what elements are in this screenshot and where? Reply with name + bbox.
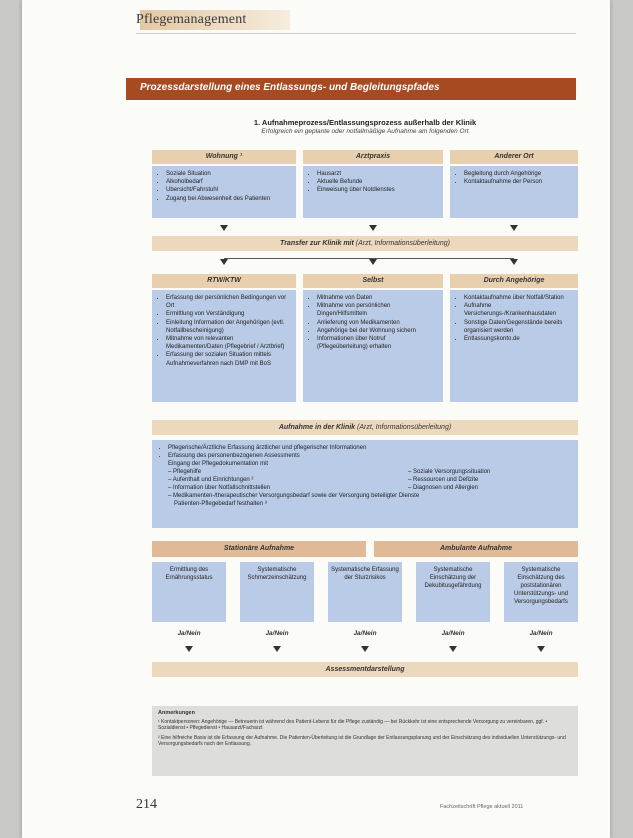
assessment-decubitus: Systematische Einschätzung der Dekubitusgefährdung — [416, 562, 490, 622]
flow-arrow — [220, 259, 228, 265]
list-item: – Information über Notfallschnittstellen — [168, 485, 271, 491]
list-item: • Aktuelle Befunde — [317, 178, 437, 186]
transport-head-self: Selbst — [303, 274, 443, 288]
article-title: Prozessdarstellung eines Entlassungs- und Begleitungspfades — [140, 82, 440, 93]
list-item: – Ressourcen und Defizite — [408, 477, 479, 483]
list-item: • Zugang bei Abwesenheit des Patienten — [166, 195, 290, 203]
origin-box-other — [450, 166, 578, 218]
list-item: • Einleitung Information der Angehörigen (evtl. Notfallbescheinigung) — [166, 319, 290, 335]
section-subtitle: Erfolgreich ein geplante oder notfallmäßige Aufnahme am folgenden Ort — [261, 128, 469, 135]
flow-arrow — [369, 259, 377, 265]
flow-arrow — [185, 646, 193, 652]
notes-box — [152, 706, 578, 776]
list-item: • Mitnahme von relevanten Medikamenten/Daten (Pflegebrief / Arztbrief) — [166, 335, 290, 351]
notes-title: Anmerkungen — [158, 710, 195, 716]
stationary-admission-head: Stationäre Aufnahme — [152, 541, 366, 557]
transfer-label: Transfer zur Klinik mit — [280, 240, 354, 247]
flow-arrow — [361, 646, 369, 652]
transport-box-ambulance — [152, 290, 296, 402]
list-item: • Erfassung der persönlichen Bedingungen vor Ort — [166, 294, 290, 310]
flow-arrow — [220, 225, 228, 231]
flow-arrow — [510, 225, 518, 231]
ambulant-admission-head: Ambulante Aufnahme — [374, 541, 578, 557]
flow-arrow — [369, 225, 377, 231]
transfer-bar — [152, 236, 578, 251]
list-item: • Kontaktaufnahme über Notfall/Station — [464, 294, 572, 302]
transport-box-self — [303, 290, 443, 402]
documentation-bar: Assessmentdarstellung — [152, 662, 578, 677]
origin-head-home: Wohnung ¹ — [152, 150, 296, 164]
list-item: • Pflegerische/Ärztliche Erfassung ärztlicher und pflegerischer Informationen — [168, 444, 570, 452]
header-divider — [136, 33, 576, 34]
note-line: ¹ Kontaktpersonen: Angehörige — Betreuerin ist während des Patient-Lebens für die Pflege zuständig — bei Rückkehr ist eine entsprechende Versorgung zu vereinbaren, ggf. • Sozialdienst • Pflegedienst • Hausarzt/Facharzt — [158, 718, 548, 731]
assessment-fall-risk: Systematische Erfassung der Sturzrisikos — [328, 562, 402, 622]
list-item: • Kontaktaufnahme der Person — [464, 178, 572, 186]
admission-label: Aufnahme in der Klinik — [278, 424, 356, 431]
flow-arrow — [510, 259, 518, 265]
page-number: 214 — [136, 797, 157, 812]
list-item: Patienten-Pflegebedarf festhalten ³ — [174, 501, 267, 507]
admission-sub: (Arzt, Informationsüberleitung) — [357, 424, 452, 431]
list-item: • Sonstige Daten/Gegenstände bereits organisiert werden — [464, 319, 572, 335]
list-item: • Soziale Situation — [166, 170, 290, 178]
assessment-poststationary: Systematische Einschätzung des poststationären Unterstützungs- und Versorgungsbedarfs — [504, 562, 578, 622]
list-item: • Ubersicht/Fahrstuhl — [166, 186, 290, 194]
list-item: – Aufenthalt und Einrichtungen ² — [168, 477, 254, 483]
admission-box — [152, 440, 578, 528]
list-item: • Erfassung des personenbezogenen Assessments — [168, 452, 570, 460]
list-item: Eingang der Pflegedokumentation mit — [168, 461, 269, 467]
yes-no-label: Ja/Nein — [265, 630, 289, 637]
admission-bar — [152, 420, 578, 435]
list-item: • Hausarzt — [317, 170, 437, 178]
list-item: • Entlassungskonto.de — [464, 335, 572, 343]
assessment-nutrition: Ermittlung des Ernährungsstatus — [152, 562, 226, 622]
transport-head-ambulance: RTW/KTW — [152, 274, 296, 288]
yes-no-label: Ja/Nein — [353, 630, 377, 637]
transport-box-relatives — [450, 290, 578, 402]
list-item: • Ermittlung von Verständigung — [166, 310, 290, 318]
page-header-title: Pflegemanagement — [136, 12, 247, 27]
list-item: • Begleitung durch Angehörige — [464, 170, 572, 178]
yes-no-label: Ja/Nein — [529, 630, 553, 637]
origin-box-home — [152, 166, 296, 218]
list-item: – Soziale Versorgungssituation — [408, 469, 491, 475]
yes-no-label: Ja/Nein — [177, 630, 201, 637]
list-item: • Angehörige bei der Wohnung sichern — [317, 327, 437, 335]
list-item: • Informationen über Notruf (Pflegeüberleitung) erhalten — [317, 335, 437, 351]
yes-no-label: Ja/Nein — [441, 630, 465, 637]
list-item: – Diagnosen und Allergien — [408, 485, 479, 491]
assessment-pain: Systematische Schmerzeinschätzung — [240, 562, 314, 622]
footer-source: Fachzeitschrift Pflege aktuell 2011 — [440, 804, 524, 810]
section-title: 1. Aufnahmeprozess/Entlassungsprozess außerhalb der Klinik — [253, 118, 477, 127]
origin-head-practice: Arztpraxis — [303, 150, 443, 164]
note-line: ² Eine hilfreiche Basis ist die Erfassung der Aufnahme. Die Patienten-Überleitung ist die Grundlage der Entlassungsplanung und der Einschätzung des individuellen Unterstützungs- und Versorgungsbedarfs nach der Entlassung. — [158, 734, 566, 747]
list-item: – Pflegehilfe — [168, 469, 202, 475]
list-item: • Aufnahme Versicherungs-/Krankenhausdaten — [464, 302, 572, 318]
list-item: • Erfassung der sozialen Situation mittels Aufnahmeverfahren nach DMP mit BoS — [166, 351, 290, 367]
transfer-sub: (Arzt, Informationsüberleitung) — [355, 240, 450, 247]
list-item: • Mitnahme von persönlichen Dingen/Hilfsmitteln — [317, 302, 437, 318]
flow-arrow — [449, 646, 457, 652]
flow-arrow — [273, 646, 281, 652]
list-item: • Mitnahme von Daten — [317, 294, 437, 302]
flow-arrow — [537, 646, 545, 652]
list-item: • Einweisung über Notdienstes — [317, 186, 437, 194]
list-item: • Alkoholbedarf — [166, 178, 290, 186]
origin-box-practice — [303, 166, 443, 218]
transport-head-relatives: Durch Angehörige — [450, 274, 578, 288]
origin-head-other: Anderer Ort — [450, 150, 578, 164]
list-item: – Medikamenten-/therapeutischer Versorgungsbedarf sowie der Versorgung beteiligter Dienste — [168, 493, 420, 499]
list-item: • Anlieferung von Medikamenten — [317, 319, 437, 327]
